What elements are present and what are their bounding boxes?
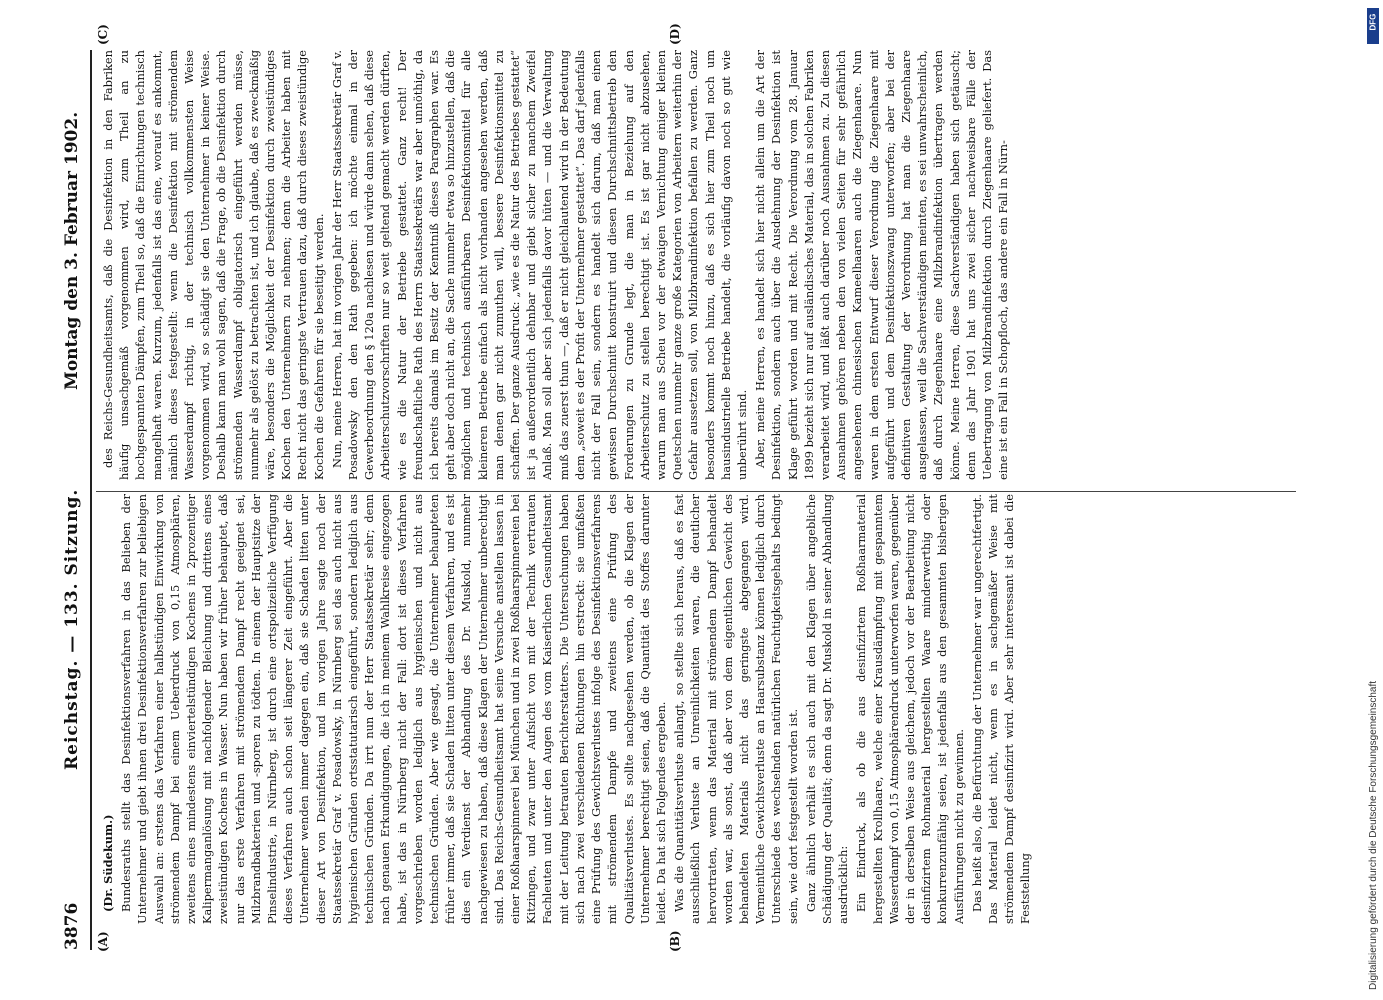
page-number: 3876 (62, 902, 82, 950)
left-paragraph: Was die Quantitätsverluste anlangt, so stellte sich heraus, daß es fast ausschließlich Verluste an Unreinlichkeiten waren, die deutlicher hervortraten, wenn das Material mit strömendem Dampf behandelt worden war, als sonst, daß aber von dem eigentlichen Gewicht des behandelten Materials nicht das geringste abgegangen wird. Vermeintliche Gewichtsverluste an Haarsubstanz können lediglich durch Unterschiede des wechselnden natürlichen Feuchtigkeitsgehalts bedingt sein, wie dort festgestellt worden ist. (672, 494, 800, 924)
margin-marker-d: (D) (668, 23, 682, 45)
rotated-page (60, 23, 1340, 952)
funding-notice: Digitalisierung gefördert durch die Deutsche Forschungsgemeinschaft (1368, 680, 1379, 990)
left-paragraph: Das heißt also, die Befürchtung der Unternehmer war ungerechtfertigt. Das Material leidet nicht, wenn es in sachgemäßer Weise mit strömendem Dampf desinfizirt wird. Aber sehr interessant ist dabei die Feststellung (969, 494, 1033, 924)
header-rule (90, 50, 92, 950)
left-paragraph: Ganz ähnlich verhält es sich auch mit den Klagen über angebliche Schädigung der Qualität; denn da sagt Dr. Muskold in seiner Abhandlung ausdrücklich: (803, 494, 851, 924)
column-divider (96, 491, 1296, 492)
session-date: Montag den 3. Februar 1902. (62, 111, 82, 390)
right-paragraph: des Reichs-Gesundheitsamts, daß die Desinfektion in den Fabriken häufig unsachgemäß vorgenommen wird, zum Theil an zu hochgespannten Dämpfen, zum Theil so, daß die Einrichtungen technisch mangelhaft waren. Kurzum, jedenfalls ist das eine, worauf es ankommt, nämlich dieses festgestellt: wenn die Desinfektion mit strömendem Wasserdampf richtig, in der technisch vollkommensten Weise vorgenommen wird, so schädigt sie den Unternehmer in keiner Weise. Deshalb kann man wohl sagen, daß die Frage, ob die Desinfektion durch strömenden Wasserdampf obligatorisch eingeführt werden müsse, nunmehr als gelöst zu betrachten ist, und ich glaube, daß es zweckmäßig wäre, besonders die Möglichkeit der Desinfektion durch zweistündiges Kochen den Unternehmern zu nehmen; denn die Arbeiter haben mit Recht nicht das geringste Vertrauen dazu, daß durch dieses zweistündige Kochen die Gefahren für sie beseitigt werden. (101, 50, 326, 480)
left-paragraph: Bundesraths stellt das Desinfektionsverfahren in das Belieben der Unternehmer und giebt ihnen drei Desinfektionsverfahren zur beliebigen Auswahl an: erstens das Verfahren einer halbstündigen Einwirkung von strömendem Dampf bei einem Ueberdruck von 0,15 Atmosphären, zweitens eines mindestens einviertelstündigen Kochens in 2prozentiger Kalipermanganlösung mit nachfolgender Bleichung und drittens eines zweistündigen Kochens in Wasser. Nun haben wir früher behauptet, daß nur das erste Verfahren mit strömendem Dampf recht geeignet sei, Milzbrandbakterien und -sporen zu tödten. In einem der Hauptsitze der Pinselindustrie, in Nürnberg, ist durch eine ortspolizeiliche Verfügung dieses Verfahren auch schon seit längerer Zeit eingeführt. Aber die Unternehmer wenden immer dagegen ein, daß sie Schaden litten unter dieser Art von Desinfektion, und im vorigen Jahre sagte noch der Staatssekretär Graf v. Posadowsky, in Nürnberg sei das auch nicht aus hygienischen Gründen ortsstatutarisch eingeführt, sondern lediglich aus technischen Gründen. Da irrt nun der Herr Staatssekretär sehr; denn nach genauen Erkundigungen, die ich in meinem Wahlkreise eingezogen habe, ist das in Nürnberg nicht der Fall: dort ist dieses Verfahren vorgeschrieben worden lediglich aus hygienischen und nicht aus technischen Gründen. Aber wie gesagt, die Unternehmer behaupteten früher immer, daß sie Schaden litten unter diesem Verfahren, und es ist dies ein Verdienst der Abhandlung des Dr. Muskold, nunmehr nachgewiesen zu haben, daß diese Klagen der Unternehmer unberechtigt sind. Das Reichs-Gesundheitsamt hat seine Versuche anstellen lassen in einer Roßhaarspinnerei bei München und in zwei Roßhaarspinnereien bei Kitzingen, und zwar unter Aufsicht von mit der Technik vertrauten Fachleuten und unter den Augen des vom Kaiserlichen Gesundheitsamt mit der Leitung betrauten Berichterstatters. Die Untersuchungen haben sich nach zwei verschiedenen Richtungen hin erstreckt: sie umfaßten eine Prüfung des Gewichtsverlustes infolge des Desinfektionsverfahrens mit strömendem Dampfe und zweitens eine Prüfung des Qualitätsverlustes. Es sollte nachgesehen werden, ob die Klagen der Unternehmer berechtigt seien, daß die Quantität des Stoffes darunter leidet. Da hat sich Folgendes ergeben. (119, 494, 668, 924)
right-paragraph: Aber, meine Herren, es handelt sich hier nicht allein um die Art der Desinfektion, sondern auch über die Ausdehnung der Desinfektion ist Klage geführt worden und mit Recht. Die Verordnung vom 28. Januar 1899 bezieht sich nur auf ausländisches Material, das in solchen Fabriken verarbeitet wird, und läßt auch darüber noch Ausnahmen zu. Zu diesen Ausnahmen gehören neben den von vielen Seiten für sehr gefährlich angesehenen chinesischen Kameelhaaren auch die Ziegenhaare. Nun waren in dem ersten Entwurf dieser Verordnung die Ziegenhaare mit aufgeführt und dem Desinfektionszwang unterworfen; aber bei der definitiven Gestaltung der Verordnung hat man die Ziegenhaare ausgelassen, weil die Sachverständigen meinten, es sei unwahrscheinlich, daß durch Ziegenhaare eine Milzbrandinfektion übertragen werden könne. Meine Herren, diese Sachverständigen haben sich getäuscht; denn das Jahr 1901 hat uns zwei sicher nachweisbare Fälle der Uebertragung von Milzbrandinfektion durch Ziegenhaare geliefert. Das eine ist ein Fall in Schopfloch, das andere ein Fall in Nürn- (753, 50, 1011, 480)
margin-marker-b: (B) (668, 930, 682, 952)
session-title: Reichstag. — 133. Sitzung. (62, 488, 82, 770)
page-header (60, 50, 86, 950)
dfg-logo: DFG (1367, 8, 1379, 44)
left-column (100, 494, 1280, 924)
right-paragraph: Nun, meine Herren, hat im vorigen Jahr der Herr Staatssekretär Graf v. Posadowsky den den Rath gegeben: ich möchte einmal in der Gewerbeordnung den § 120a nachlesen und würde dann sehen, daß diese Arbeiterschutzvorschriften nur so weit geltend gemacht werden dürften, wie es die Natur der Betriebe gestattet. Ganz recht! Der freundschaftliche Rath des Herrn Staatssekretärs war aber unnöthig, da ich bereits damals im Besitz der Kenntniß dieses Paragraphen war. Es geht aber doch nicht an, die Sache nunmehr etwa so hinzustellen, daß die möglichen und technisch ausführbaren Desinfektionsmittel für alle kleineren Betriebe einfach als nicht vorhanden angesehen werden, daß man denen gar nicht zumuthen will, bessere Desinfektionsmittel zu schaffen. Der ganze Ausdruck: „wie es die Natur des Betriebes gestattet“ ist ja außerordentlich dehnbar und giebt sicher zu manchem Zweifel Anlaß. Man soll aber sich jedenfalls davor hüten — und die Verwaltung muß das zuerst thun —, daß er nicht gleichlautend wird in der Bedeutung dem „soweit es der Profit der Unternehmer gestattet“. Das darf jedenfalls nicht der Fall sein, sondern es handelt sich darum, daß man einen gewissen Durchschnitt konstruirt und diesen Durchschnittsbetrieb den Forderungen zu Grunde legt, die man in Beziehung auf den Arbeiterschutz zu stellen berechtigt ist. Es ist gar nicht abzusehen, warum man aus Scheu vor der etwaigen Vernichtung einiger kleinen Quetschen nunmehr ganze große Kategorien von Arbeitern weiterhin der Gefahr aussetzen soll, von Milzbrandinfektion befallen zu werden. Ganz besonders kommt noch hinzu, daß es sich hier zum Theil noch um hausindustrielle Betriebe handelt, die vorläufig davon noch so gut wie unberührt sind. (329, 50, 749, 480)
right-column (100, 50, 1280, 480)
left-quotation: Ein Eindruck, als ob die aus desinfizirtem Roßhaarmaterial hergestellten Krollhaare, welche einer Krausdämpfung mit gespanntem Wasserdampf von 0,15 Atmosphärendruck unterworfen waren, gegenüber der in derselben Weise aus gleichem, jedoch vor der Bearbeitung nicht desinfizirtem Rohmaterial hergestellten Waare minderwerthig oder konkurrenzunfähig seien, ist jedenfalls aus den gesammten bisherigen Ausführungen nicht zu gewinnen. (854, 494, 966, 924)
margin-marker-c: (C) (96, 24, 110, 45)
speaker-label: (Dr. Südekum.) (101, 814, 115, 912)
margin-marker-a: (A) (96, 931, 110, 952)
